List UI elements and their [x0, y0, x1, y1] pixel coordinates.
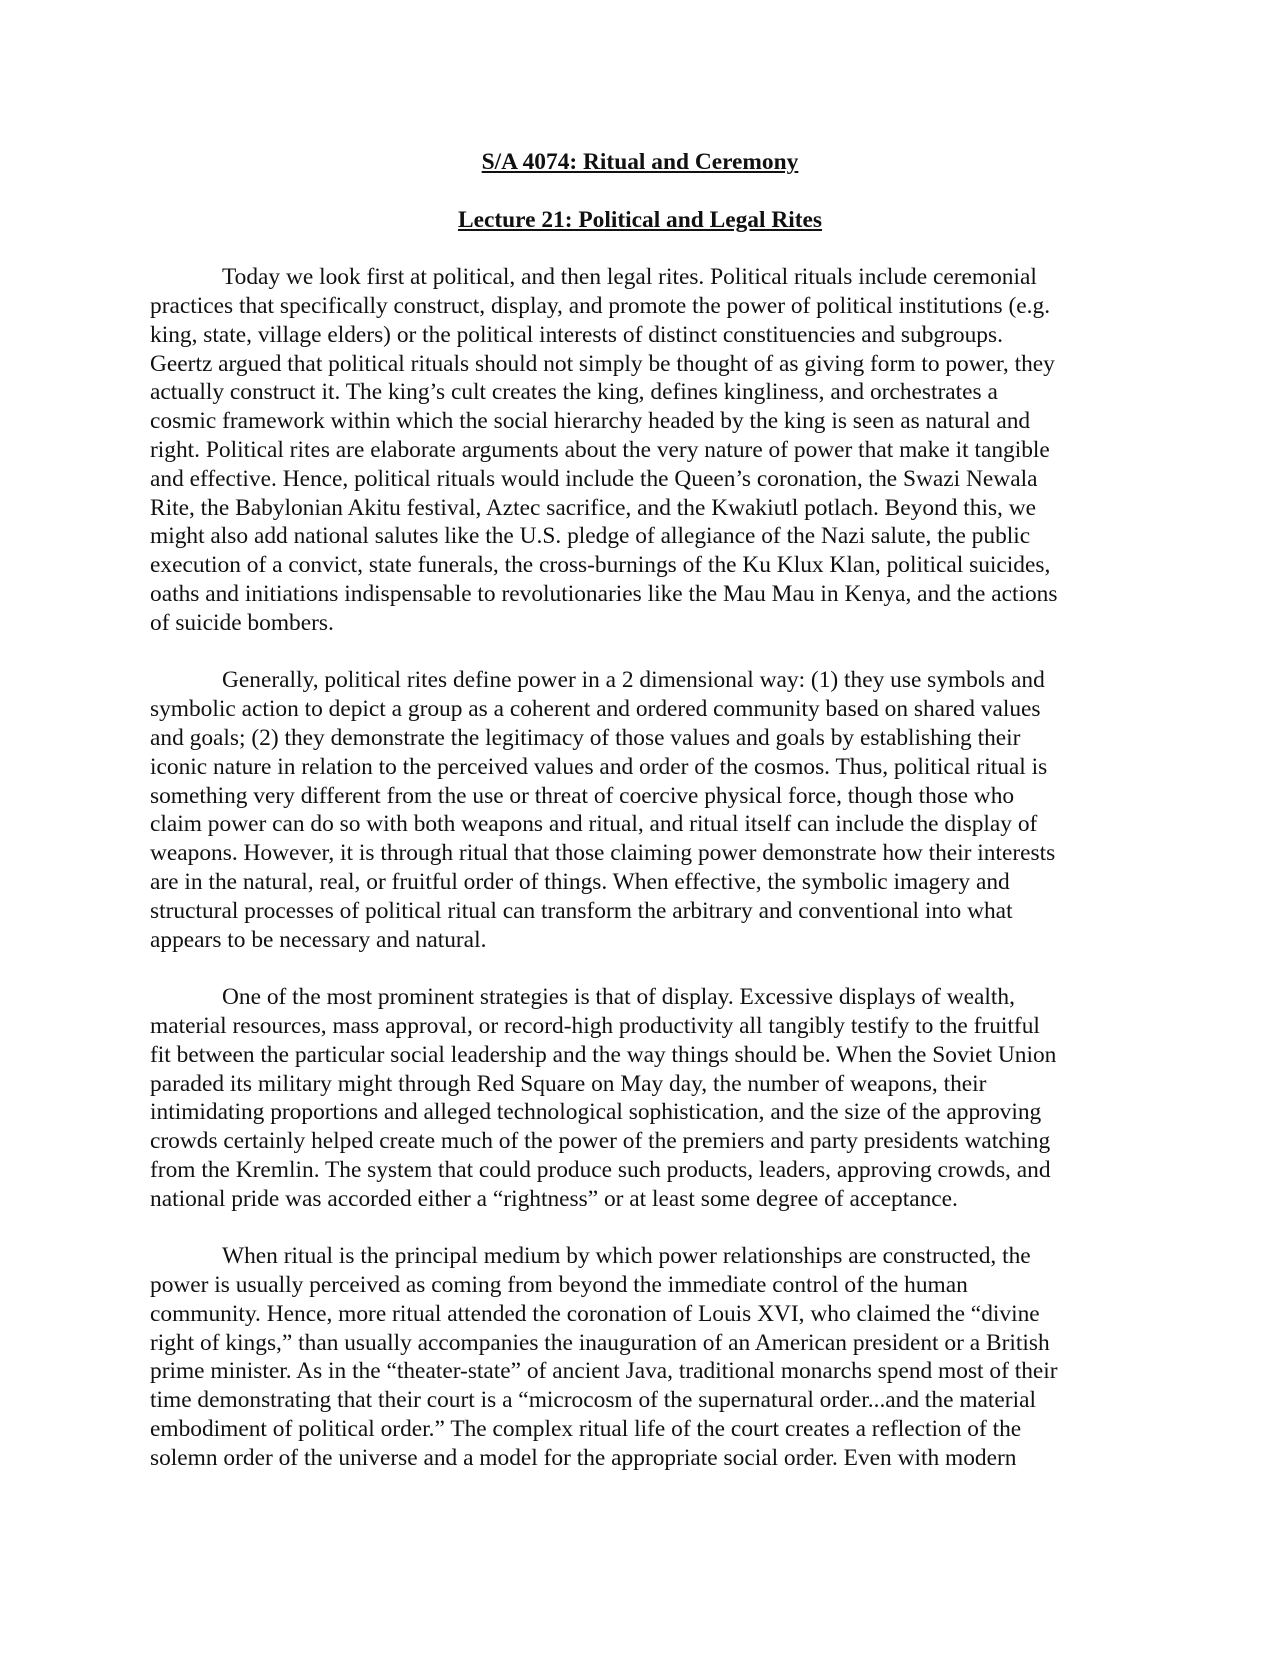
paragraph-line: claim power can do so with both weapons and ritual, and ritual itself can include the display of: [150, 811, 1038, 838]
paragraph-line: cosmic framework within which the social hierarchy headed by the king is seen as natural and: [150, 408, 1031, 435]
course-title: S/A 4074: Ritual and Ceremony: [481, 149, 799, 175]
paragraph-line: prime minister. As in the “theater-state” of ancient Java, traditional monarchs spend most of their: [150, 1358, 1058, 1385]
paragraph-line: Today we look first at political, and then legal rites. Political rituals include ceremonial: [222, 264, 1037, 291]
document-body: [150, 148, 1130, 1473]
paragraph-line: fit between the particular social leadership and the way things should be. When the Soviet Union: [150, 1041, 1057, 1068]
body-paragraph: [150, 666, 1130, 954]
body-paragraph: [150, 1242, 1130, 1472]
paragraph-line: actually construct it. The king’s cult creates the king, defines kingliness, and orchestrates a: [150, 379, 998, 406]
paragraph-line: right of kings,” than usually accompanies the inauguration of an American president or a British: [150, 1329, 1050, 1356]
paragraph-line: power is usually perceived as coming from beyond the immediate control of the human: [150, 1272, 968, 1299]
paragraph-line: solemn order of the universe and a model for the appropriate social order. Even with modern: [150, 1444, 1017, 1471]
paragraph-line: something very different from the use or threat of coercive physical force, though those who: [150, 782, 1015, 809]
paragraph-line: embodiment of political order.” The complex ritual life of the court creates a reflection of the: [150, 1416, 1022, 1443]
paragraph-line: right. Political rites are elaborate arguments about the very nature of power that make it tangible: [150, 436, 1050, 463]
paragraph-line: and effective. Hence, political rituals would include the Queen’s coronation, the Swazi Newala: [150, 465, 1038, 492]
paragraph-line: symbolic action to depict a group as a coherent and ordered community based on shared values: [150, 696, 1041, 723]
paragraph-line: are in the natural, real, or fruitful order of things. When effective, the symbolic imagery and: [150, 868, 1010, 895]
paragraph-line: of suicide bombers.: [150, 609, 334, 636]
paragraph-line: and goals; (2) they demonstrate the legitimacy of those values and goals by establishing their: [150, 724, 1021, 751]
paragraph-list: [150, 263, 1130, 1472]
paragraph-line: king, state, village elders) or the political interests of distinct constituencies and subgroups.: [150, 321, 1003, 348]
paragraph-line: material resources, mass approval, or record-high productivity all tangibly testify to the fruitful: [150, 1012, 1040, 1039]
paragraph-line: practices that specifically construct, display, and promote the power of political institutions (e.g.: [150, 292, 1051, 319]
paragraph-line: iconic nature in relation to the perceived values and order of the cosmos. Thus, political ritual is: [150, 753, 1048, 780]
paragraph-line: national pride was accorded either a “rightness” or at least some degree of acceptance.: [150, 1185, 958, 1212]
body-paragraph: [150, 983, 1130, 1213]
paragraph-line: Geertz argued that political rituals should not simply be thought of as giving form to power, they: [150, 350, 1055, 377]
lecture-title: Lecture 21: Political and Legal Rites: [457, 206, 823, 233]
paragraph-line: from the Kremlin. The system that could produce such products, leaders, approving crowds, and: [150, 1156, 1051, 1183]
paragraph-line: crowds certainly helped create much of the power of the premiers and party presidents watching: [150, 1128, 1051, 1155]
paragraph-line: One of the most prominent strategies is that of display. Excessive displays of wealth,: [222, 984, 1015, 1011]
paragraph-line: time demonstrating that their court is a “microcosm of the supernatural order...and the material: [150, 1387, 1036, 1414]
paragraph-line: intimidating proportions and alleged technological sophistication, and the size of the approving: [150, 1099, 1042, 1126]
paragraph-line: might also add national salutes like the U.S. pledge of allegiance of the Nazi salute, the public: [150, 523, 1031, 550]
paragraph-line: community. Hence, more ritual attended the coronation of Louis XVI, who claimed the “divine: [150, 1300, 1040, 1327]
paragraph-line: weapons. However, it is through ritual that those claiming power demonstrate how their interests: [150, 840, 1056, 867]
paragraph-line: appears to be necessary and natural.: [150, 926, 487, 953]
paragraph-line: When ritual is the principal medium by which power relationships are constructed, the: [222, 1243, 1031, 1270]
paragraph-line: Rite, the Babylonian Akitu festival, Aztec sacrifice, and the Kwakiutl potlach. Beyond this, we: [150, 494, 1037, 521]
paragraph-line: oaths and initiations indispensable to revolutionaries like the Mau Mau in Kenya, and the actions: [150, 580, 1058, 607]
paragraph-line: paraded its military might through Red Square on May day, the number of weapons, their: [150, 1070, 987, 1097]
paragraph-line: structural processes of political ritual can transform the arbitrary and conventional into what: [150, 897, 1013, 924]
paragraph-line: Generally, political rites define power in a 2 dimensional way: (1) they use symbols and: [222, 667, 1045, 694]
body-paragraph: [150, 263, 1130, 637]
paragraph-line: execution of a convict, state funerals, the cross-burnings of the Ku Klux Klan, political suicides,: [150, 552, 1051, 579]
